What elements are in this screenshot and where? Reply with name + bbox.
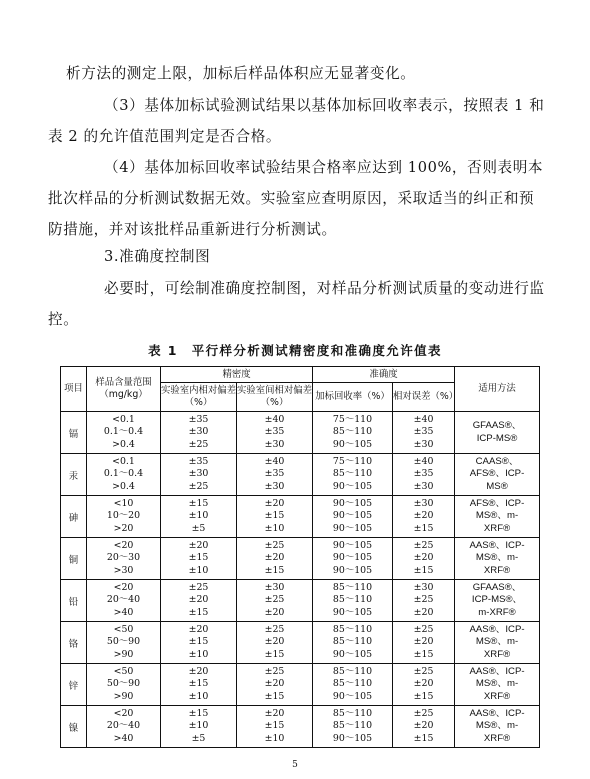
cell-line: ±15 <box>413 564 434 576</box>
cell-recovery <box>313 412 393 454</box>
cell-line: 90～105 <box>332 732 373 744</box>
cell-recovery <box>313 622 393 664</box>
cell-element: 汞 <box>61 454 87 496</box>
cell-line: ±15 <box>413 522 434 534</box>
cell-line: ICP-MS®、 <box>471 594 523 606</box>
cell-line: 90～105 <box>332 510 373 522</box>
table-row <box>61 538 540 580</box>
cell-line: ±30 <box>188 426 209 438</box>
cell-line: <20 <box>113 707 134 719</box>
cell-line: <0.1 <box>112 413 135 425</box>
cell-line: ±15 <box>264 690 285 702</box>
table-row <box>61 580 540 622</box>
cell-line: ±30 <box>264 581 285 593</box>
header-accuracy: 准确度 <box>313 367 455 383</box>
header-intra: 实验室内相对偏差（%） <box>161 383 237 412</box>
section-heading: 3.准确度控制图 <box>104 248 211 265</box>
cell-line: 90～105 <box>332 564 373 576</box>
cell-method <box>455 580 540 622</box>
cell-line: 90～105 <box>332 539 373 551</box>
cell-line: ±25 <box>413 665 434 677</box>
cell-line: ±10 <box>188 690 209 702</box>
cell-line: 85～110 <box>332 623 373 635</box>
cell-line: >90 <box>113 690 134 702</box>
cell-line: ±40 <box>413 455 434 467</box>
cell-line: ±15 <box>413 690 434 702</box>
cell-line: XRF® <box>483 648 511 660</box>
paragraph-control-chart: 必要时，可绘制准确度控制图，对样品分析测试质量的变动进行监控。 <box>48 280 545 328</box>
cell-line: ±20 <box>413 510 434 522</box>
cell-line: >0.4 <box>112 480 135 492</box>
cell-line: XRF® <box>483 522 511 534</box>
cell-line: ±15 <box>188 678 209 690</box>
cell-inter <box>237 412 313 454</box>
cell-inter <box>237 706 313 748</box>
table-row <box>61 412 540 454</box>
cell-line: 90～105 <box>332 438 373 450</box>
cell-line: MS®、m- <box>475 510 519 522</box>
cell-line: ±30 <box>264 480 285 492</box>
cell-line: ±35 <box>413 468 434 480</box>
cell-method <box>455 412 540 454</box>
cell-error <box>393 538 455 580</box>
cell-range <box>87 538 161 580</box>
cell-line: 20～40 <box>106 594 141 606</box>
cell-line: 50～90 <box>106 678 141 690</box>
cell-recovery <box>313 496 393 538</box>
cell-line: CAAS®、 <box>475 455 519 467</box>
cell-line: 90～105 <box>332 648 373 660</box>
cell-intra <box>161 454 237 496</box>
cell-element: 铬 <box>61 622 87 664</box>
cell-line: ±20 <box>188 594 209 606</box>
cell-line: 90～105 <box>332 552 373 564</box>
cell-line: ±25 <box>188 581 209 593</box>
cell-line: XRF® <box>483 564 511 576</box>
cell-line: >90 <box>113 648 134 660</box>
cell-line: ±15 <box>264 510 285 522</box>
cell-range <box>87 622 161 664</box>
cell-line: ±40 <box>413 413 434 425</box>
cell-intra <box>161 538 237 580</box>
cell-line: <20 <box>113 539 134 551</box>
cell-line: 90～105 <box>332 522 373 534</box>
cell-intra <box>161 706 237 748</box>
cell-line: ±20 <box>188 539 209 551</box>
cell-recovery <box>313 664 393 706</box>
cell-line: ICP-MS® <box>476 432 518 444</box>
cell-line: ±15 <box>264 648 285 660</box>
cell-line: MS®、m- <box>475 720 519 732</box>
cell-element: 铜 <box>61 538 87 580</box>
cell-line: ±15 <box>264 564 285 576</box>
cell-line: ±10 <box>188 510 209 522</box>
cell-line: AAS®、ICP- <box>469 707 525 719</box>
cell-line: ±20 <box>413 720 434 732</box>
cell-line: AAS®、ICP- <box>469 623 525 635</box>
cell-line: ±15 <box>188 636 209 648</box>
cell-error <box>393 622 455 664</box>
cell-line: ±20 <box>413 636 434 648</box>
cell-line: ±30 <box>413 438 434 450</box>
cell-line: ±35 <box>264 468 285 480</box>
cell-inter <box>237 496 313 538</box>
cell-method <box>455 454 540 496</box>
cell-line: 85～110 <box>332 426 373 438</box>
cell-line: ±15 <box>413 732 434 744</box>
cell-element: 镉 <box>61 412 87 454</box>
header-recovery: 加标回收率（%） <box>313 383 393 412</box>
header-item: 项目 <box>61 367 87 412</box>
table-caption: 表 1 平行样分析测试精密度和准确度允许值表 <box>148 343 442 358</box>
cell-line: ±10 <box>264 732 285 744</box>
cell-line: >20 <box>113 522 134 534</box>
cell-line: >30 <box>113 564 134 576</box>
cell-line: 85～110 <box>332 707 373 719</box>
cell-line: 50～90 <box>106 636 141 648</box>
cell-line: 85～110 <box>332 720 373 732</box>
header-precision: 精密度 <box>161 367 313 383</box>
cell-line: 85～110 <box>332 636 373 648</box>
cell-error <box>393 664 455 706</box>
paragraph-item-3: （3）基体加标试验测试结果以基体加标回收率表示，按照表 1 和表 2 的允许值范围判定是否合格。 <box>48 97 545 145</box>
cell-inter <box>237 538 313 580</box>
cell-line: ±5 <box>191 732 206 744</box>
cell-line: XRF® <box>483 732 511 744</box>
cell-line: ±20 <box>413 678 434 690</box>
cell-range <box>87 706 161 748</box>
cell-line: 85～110 <box>332 678 373 690</box>
cell-line: GFAAS®、 <box>472 420 522 431</box>
cell-inter <box>237 664 313 706</box>
cell-line: 90～105 <box>332 480 373 492</box>
cell-line: AFS®、ICP- <box>469 468 525 480</box>
cell-line: ±30 <box>188 468 209 480</box>
cell-method <box>455 706 540 748</box>
header-error: 相对误差（%） <box>393 383 455 412</box>
cell-line: ±20 <box>188 623 209 635</box>
cell-line: >40 <box>113 606 134 618</box>
cell-line: m-XRF® <box>478 606 516 618</box>
paragraph-item-4: （4）基体加标回收率试验结果合格率应达到 100%，否则表明本批次样品的分析测试数据无效。实验室应查明原因，采取适当的纠正和预防措施，并对该批样品重新进行分析测试。 <box>48 159 544 238</box>
cell-line: MS® <box>486 480 508 492</box>
cell-recovery <box>313 454 393 496</box>
cell-element: 镍 <box>61 706 87 748</box>
cell-line: ±25 <box>188 438 209 450</box>
cell-line: ±35 <box>413 426 434 438</box>
cell-line: ±25 <box>264 594 285 606</box>
cell-line: 20～30 <box>106 552 141 564</box>
cell-error <box>393 706 455 748</box>
cell-line: ±25 <box>413 594 434 606</box>
cell-line: ±20 <box>264 707 285 719</box>
cell-line: ±25 <box>264 623 285 635</box>
table-row <box>61 454 540 496</box>
cell-line: 85～110 <box>332 468 373 480</box>
cell-line: 85～110 <box>332 594 373 606</box>
allowance-table <box>60 366 540 748</box>
cell-line: ±40 <box>264 455 285 467</box>
cell-line: ±30 <box>413 480 434 492</box>
table-row <box>61 622 540 664</box>
cell-line: ±25 <box>264 665 285 677</box>
cell-line: >40 <box>113 732 134 744</box>
cell-line: 90～105 <box>332 497 373 509</box>
page-number: 5 <box>292 760 298 770</box>
cell-line: AAS®、ICP- <box>469 665 525 677</box>
cell-line: ±15 <box>264 720 285 732</box>
cell-error <box>393 454 455 496</box>
cell-line: <20 <box>113 581 134 593</box>
cell-line: >0.4 <box>112 438 135 450</box>
table-row <box>61 664 540 706</box>
cell-recovery <box>313 706 393 748</box>
cell-line: ±5 <box>191 522 206 534</box>
cell-inter <box>237 454 313 496</box>
cell-line: ±25 <box>413 539 434 551</box>
cell-line: AAS®、ICP- <box>469 539 525 551</box>
cell-line: ±15 <box>188 707 209 719</box>
cell-error <box>393 580 455 622</box>
cell-line: ±20 <box>264 606 285 618</box>
cell-line: ±15 <box>188 497 209 509</box>
cell-recovery <box>313 538 393 580</box>
cell-line: 75～110 <box>332 413 373 425</box>
cell-line: ±30 <box>413 497 434 509</box>
cell-line: <10 <box>113 497 134 509</box>
cell-line: <0.1 <box>112 455 135 467</box>
cell-error <box>393 412 455 454</box>
cell-line: 85～110 <box>332 665 373 677</box>
cell-line: 20～40 <box>106 720 141 732</box>
cell-line: ±20 <box>264 552 285 564</box>
cell-range <box>87 454 161 496</box>
cell-line: ±40 <box>264 413 285 425</box>
cell-intra <box>161 664 237 706</box>
cell-line: ±20 <box>413 606 434 618</box>
cell-line: ±15 <box>188 552 209 564</box>
cell-line: ±35 <box>264 426 285 438</box>
cell-range <box>87 496 161 538</box>
cell-line: ±20 <box>264 678 285 690</box>
cell-line: MS®、m- <box>475 636 519 648</box>
cell-line: ±20 <box>264 497 285 509</box>
cell-line: <50 <box>113 623 134 635</box>
cell-line: 75～110 <box>332 455 373 467</box>
cell-inter <box>237 580 313 622</box>
cell-line: ±25 <box>413 707 434 719</box>
cell-method <box>455 664 540 706</box>
cell-line: ±30 <box>413 581 434 593</box>
cell-inter <box>237 622 313 664</box>
cell-element: 砷 <box>61 496 87 538</box>
cell-intra <box>161 580 237 622</box>
table-row <box>61 496 540 538</box>
cell-line: ±10 <box>264 522 285 534</box>
cell-line: 0.1～0.4 <box>103 426 144 438</box>
cell-line: ±25 <box>188 480 209 492</box>
cell-line: ±25 <box>413 623 434 635</box>
cell-line: ±25 <box>264 539 285 551</box>
cell-line: ±30 <box>264 438 285 450</box>
header-method: 适用方法 <box>455 367 540 412</box>
cell-line: 0.1～0.4 <box>103 468 144 480</box>
cell-line: ±10 <box>188 564 209 576</box>
cell-method <box>455 622 540 664</box>
cell-method <box>455 538 540 580</box>
cell-line: ±35 <box>188 455 209 467</box>
cell-line: <50 <box>113 665 134 677</box>
cell-line: ±10 <box>188 720 209 732</box>
cell-intra <box>161 412 237 454</box>
cell-recovery <box>313 580 393 622</box>
cell-line: ±20 <box>264 636 285 648</box>
header-range: 样品含量范围（mg/kg） <box>87 367 161 412</box>
cell-line: AFS®、ICP- <box>469 497 525 509</box>
cell-line: ±15 <box>413 648 434 660</box>
cell-range <box>87 412 161 454</box>
cell-line: GFAAS®、 <box>472 581 522 593</box>
cell-line: XRF® <box>483 690 511 702</box>
cell-intra <box>161 622 237 664</box>
cell-line: ±35 <box>188 413 209 425</box>
cell-line: MS®、m- <box>475 678 519 690</box>
cell-element: 锌 <box>61 664 87 706</box>
paragraph-continuation: 析方法的测定上限，加标后样品体积应无显著变化。 <box>66 65 416 82</box>
cell-line: ±10 <box>188 648 209 660</box>
cell-range <box>87 580 161 622</box>
cell-line: ±20 <box>413 552 434 564</box>
cell-line: 90～105 <box>332 690 373 702</box>
table-row <box>61 706 540 748</box>
header-inter: 实验室间相对偏差（%） <box>237 383 313 412</box>
cell-error <box>393 496 455 538</box>
cell-line: 10～20 <box>106 510 141 522</box>
cell-line: MS®、m- <box>475 552 519 564</box>
cell-line: 85～110 <box>332 581 373 593</box>
cell-line: 90～105 <box>332 606 373 618</box>
cell-method <box>455 496 540 538</box>
cell-range <box>87 664 161 706</box>
cell-line: ±20 <box>188 665 209 677</box>
cell-element: 铅 <box>61 580 87 622</box>
cell-intra <box>161 496 237 538</box>
cell-line: ±15 <box>188 606 209 618</box>
